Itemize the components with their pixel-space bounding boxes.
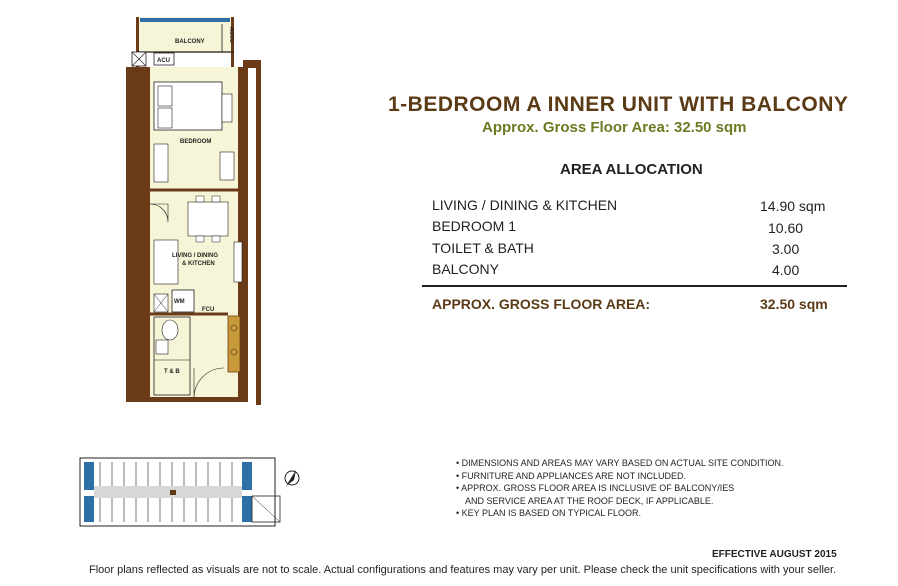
living-label-line1: LIVING / DINING xyxy=(172,253,219,259)
area-row-label: BALCONY xyxy=(432,261,499,277)
area-row-value: 10.60 xyxy=(768,220,804,236)
area-allocation-heading: AREA ALLOCATION xyxy=(560,161,703,178)
unit-title: 1-BEDROOM A INNER UNIT WITH BALCONY xyxy=(388,93,849,116)
wm-label: WM xyxy=(174,299,185,305)
effective-date: EFFECTIVE AUGUST 2015 xyxy=(712,549,837,560)
accu-label: ACCU xyxy=(228,27,234,43)
bedroom-label: BEDROOM xyxy=(180,139,212,145)
footer-disclaimer: Floor plans reflected as visuals are not to scale. Actual configurations and features may vary per unit. Please check the unit specifications with your seller. xyxy=(89,564,837,576)
note-item: • FURNITURE AND APPLIANCES ARE NOT INCLUDED. xyxy=(456,470,687,481)
sofa xyxy=(154,240,178,284)
note-item: • APPROX. GROSS FLOOR AREA IS INCLUSIVE OF BALCONY/IES xyxy=(456,483,735,493)
balcony-area xyxy=(138,17,233,53)
living-label-line2: & KITCHEN xyxy=(182,261,215,267)
disclaimer-notes xyxy=(456,457,784,520)
area-row-label: LIVING / DINING & KITCHEN xyxy=(432,197,618,213)
key-plan xyxy=(70,450,310,535)
north-arrow-icon xyxy=(285,470,299,486)
fcu-label: FCU xyxy=(202,307,215,313)
outer-right-wall xyxy=(256,60,261,405)
note-item: • DIMENSIONS AND AREAS MAY VARY BASED ON ACTUAL SITE CONDITION. xyxy=(456,458,784,468)
balcony-label: BALCONY xyxy=(175,39,205,45)
area-row-label: TOILET & BATH xyxy=(432,240,534,256)
balcony-railing xyxy=(140,18,230,22)
gross-area-subtitle: Approx. Gross Floor Area: 32.50 sqm xyxy=(482,119,747,136)
total-area-label: APPROX. GROSS FLOOR AREA: xyxy=(432,296,651,312)
toilet xyxy=(162,320,178,340)
area-row-value: 4.00 xyxy=(772,262,800,278)
tb-label: T & B xyxy=(164,369,180,375)
area-row-value: 3.00 xyxy=(772,241,800,257)
area-row-label: BEDROOM 1 xyxy=(432,218,517,234)
total-divider xyxy=(422,285,847,287)
bottom-wall xyxy=(150,397,242,402)
area-row-value: 14.90 sqm xyxy=(760,198,826,214)
acu-label: ACU xyxy=(157,58,170,64)
total-area-value: 32.50 sqm xyxy=(760,296,828,312)
unit-floor-plan xyxy=(110,12,270,407)
note-item: AND SERVICE AREA AT THE ROOF DECK, IF APPLICABLE. xyxy=(465,495,714,506)
left-wall xyxy=(126,67,150,402)
note-item: • KEY PLAN IS BASED ON TYPICAL FLOOR. xyxy=(456,508,642,518)
kitchen-counter xyxy=(228,316,240,372)
dining-table xyxy=(188,202,228,236)
